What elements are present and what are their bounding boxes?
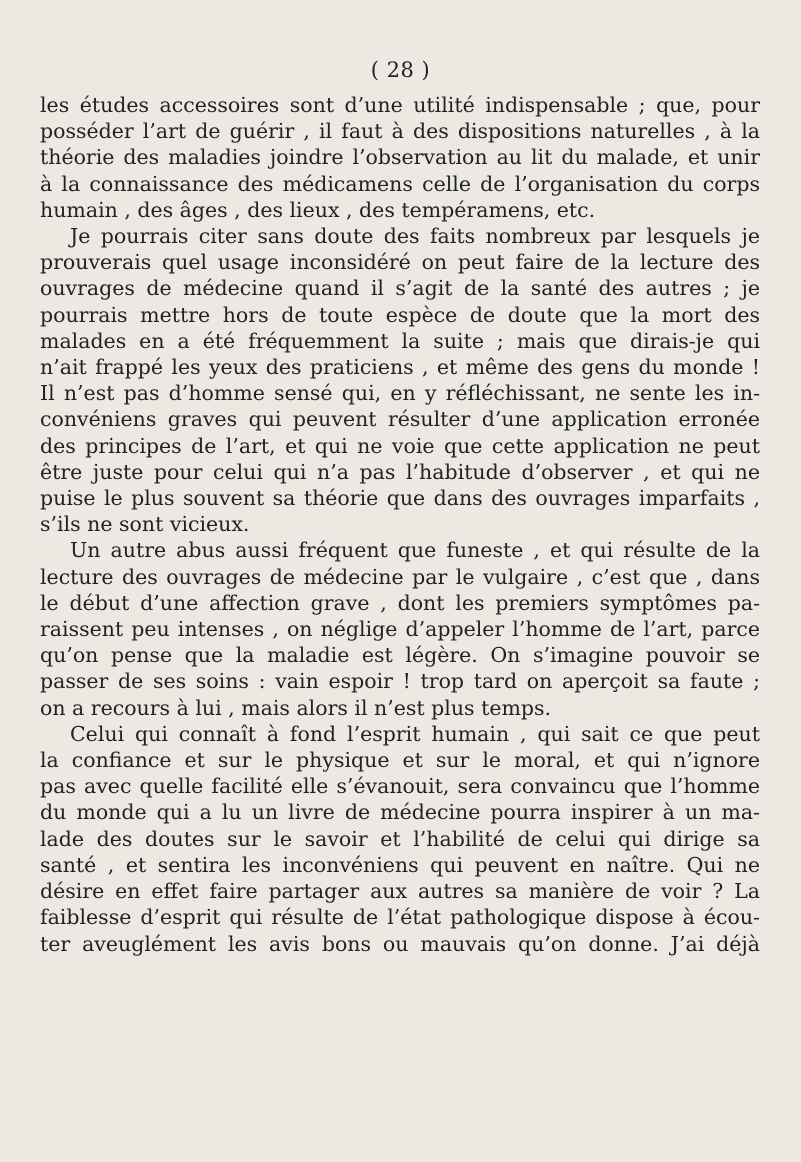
text-line: Celui qui connaît à fond l’esprit humain , qui sait ce que peut xyxy=(70,721,760,746)
text-line: ouvrages de médecine quand il s’agit de la santé des autres ; je xyxy=(40,276,760,301)
text-line: désire en effet faire partager aux autres sa manière de voir ? La xyxy=(40,879,760,904)
text-line: du monde qui a lu un livre de médecine pourra inspirer à un ma- xyxy=(40,800,760,825)
text-line: on a recours à lui , mais alors il n’est plus temps. xyxy=(40,695,552,720)
text-line: n’ait frappé les yeux des praticiens , et même des gens du monde ! xyxy=(40,355,760,380)
text-line: le début d’une affection grave , dont les premiers symptômes pa- xyxy=(40,590,760,615)
text-line: faiblesse d’esprit qui résulte de l’état pathologique dispose à écou- xyxy=(40,905,760,930)
text-line: raissent peu intenses , on néglige d’appeler l’homme de l’art, parce xyxy=(40,617,760,642)
text-line: la confiance et sur le physique et sur le moral, et qui n’ignore xyxy=(40,748,760,773)
text-line: Je pourrais citer sans doute des faits nombreux par lesquels je xyxy=(70,224,760,249)
text-line: théorie des maladies joindre l’observation au lit du malade, et unir xyxy=(40,145,760,170)
text-line: qu’on pense que la maladie est légère. On s’imagine pouvoir se xyxy=(40,643,760,668)
text-line: passer de ses soins : vain espoir ! trop tard on aperçoit sa faute ; xyxy=(40,669,760,694)
page-number: ( 28 ) xyxy=(370,58,431,82)
text-line: les études accessoires sont d’une utilité indispensable ; que, pour xyxy=(40,93,760,117)
text-line: s’ils ne sont vicieux. xyxy=(40,512,250,537)
text-line: puise le plus souvent sa théorie que dans des ouvrages imparfaits , xyxy=(40,486,760,511)
text-line: pas avec quelle facilité elle s’évanouit, sera convaincu que l’homme xyxy=(40,774,760,799)
text-line: ter aveuglément les avis bons ou mauvais qu’on donne. J’ai déjà xyxy=(40,931,760,956)
text-line: malades en a été fréquemment la suite ; mais que dirais-je qui xyxy=(40,328,760,353)
text-line: lade des doutes sur le savoir et l’habilité de celui qui dirige sa xyxy=(40,826,760,851)
text-line: lecture des ouvrages de médecine par le vulgaire , c’est que , dans xyxy=(40,564,760,589)
body-text xyxy=(40,92,760,957)
text-line: santé , et sentira les inconvéniens qui peuvent en naître. Qui ne xyxy=(40,852,760,877)
text-line: posséder l’art de guérir , il faut à des dispositions naturelles , à la xyxy=(40,119,760,144)
text-line: pourrais mettre hors de toute espèce de doute que la mort des xyxy=(40,302,760,327)
text-line: Il n’est pas d’homme sensé qui, en y réfléchissant, ne sente les in- xyxy=(40,381,760,406)
text-line: être juste pour celui qui n’a pas l’habitude d’observer , et qui ne xyxy=(40,459,760,484)
text-line: prouverais quel usage inconsidéré on peut faire de la lecture des xyxy=(40,250,760,275)
text-line: à la connaissance des médicamens celle de l’organisation du corps xyxy=(40,171,760,196)
text-line: Un autre abus aussi fréquent que funeste , et qui résulte de la xyxy=(70,538,760,563)
text-line: humain , des âges , des lieux , des tempéramens, etc. xyxy=(40,197,596,222)
text-line: des principes de l’art, et qui ne voie que cette application ne peut xyxy=(40,433,760,458)
text-line: convéniens graves qui peuvent résulter d’une application erronée xyxy=(40,407,760,432)
